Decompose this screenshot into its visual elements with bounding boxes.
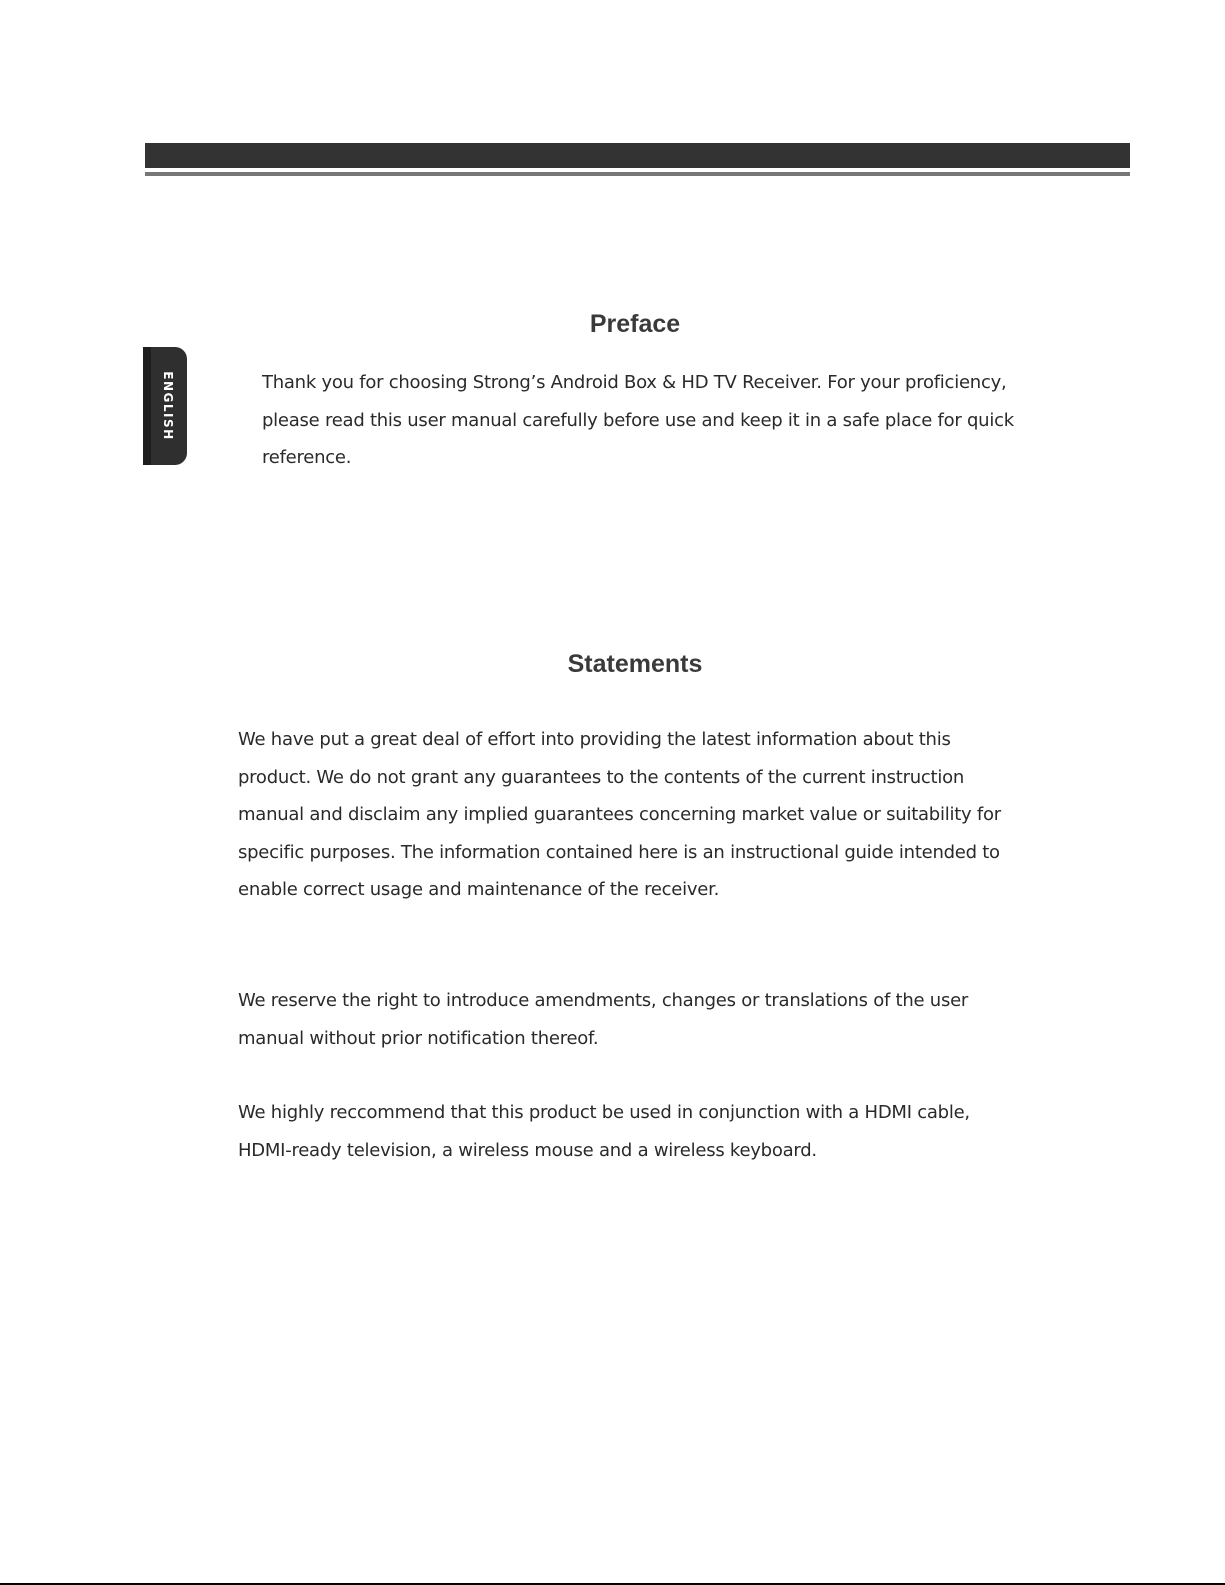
statements-title: Statements: [567, 650, 703, 678]
statement-paragraph-3: We highly reccommend that this product be used in conjunction with a HDMI cable, HDMI-ready television, a wireless mouse and a wireless keyboard.: [238, 1102, 970, 1161]
language-tab-label: ENGLISH: [161, 371, 175, 441]
header-bar: [145, 143, 1130, 168]
header-rule: [145, 172, 1130, 176]
language-tab-edge: [143, 347, 151, 465]
preface-text: Thank you for choosing Strong’s Android Box & HD TV Receiver. For your proficiency, please read this user manual carefully before use and keep it in a safe place for quick reference.: [262, 372, 1014, 468]
preface-title: Preface: [589, 310, 681, 338]
statement-paragraph-2: We reserve the right to introduce amendments, changes or translations of the user manual without prior notification thereof.: [238, 990, 969, 1049]
statement-paragraph-1: We have put a great deal of effort into providing the latest information about this product. We do not grant any guarantees to the contents of the current instruction manual and disclaim any implied guarantees concerning market value or suitability for specific purposes. The information contained here is an instructional guide intended to enable correct usage and maintenance of the receiver.: [238, 729, 1001, 900]
